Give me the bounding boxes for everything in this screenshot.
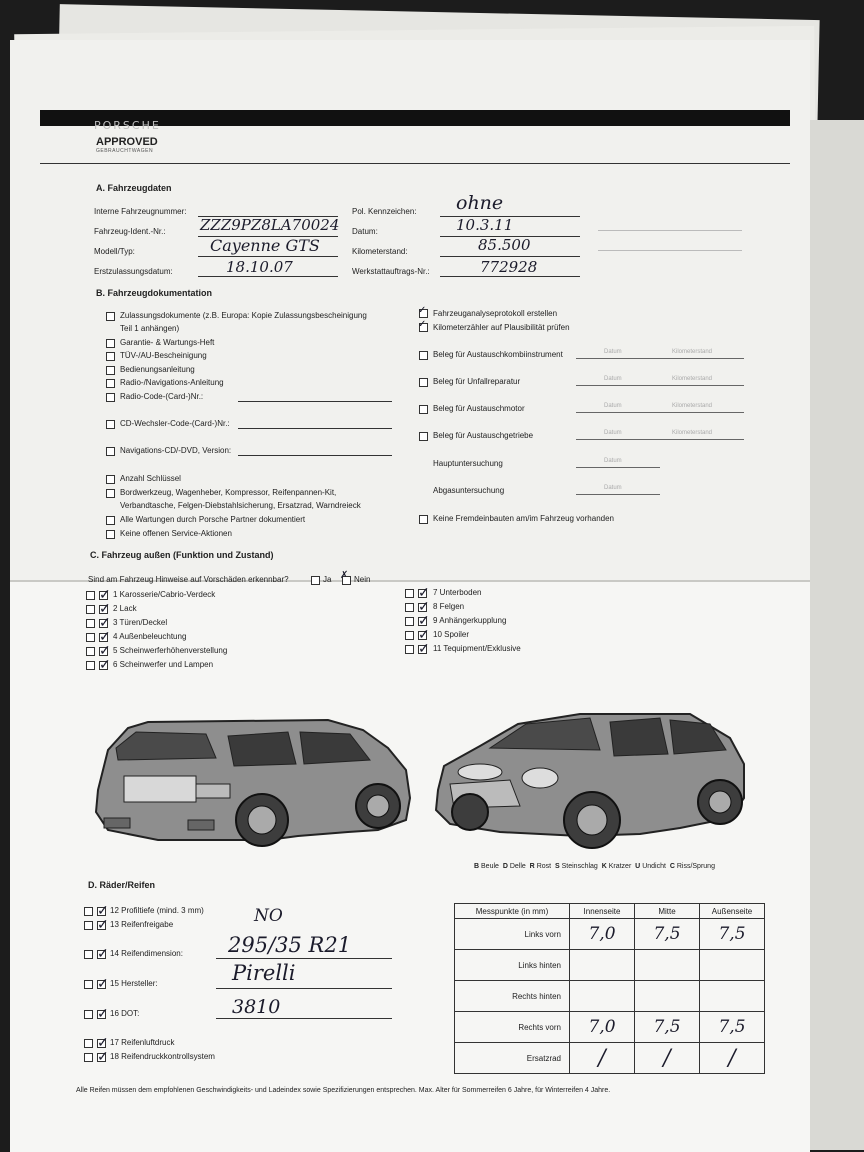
field-line: [440, 276, 580, 277]
table-header: Außenseite: [700, 904, 765, 919]
checkbox[interactable]: [106, 352, 115, 361]
faint-date: Datum: [604, 485, 622, 491]
checkbox[interactable]: [86, 633, 95, 642]
faint-km: Kilometerstand: [672, 403, 713, 409]
damage-question: Sind am Fahrzeug Hinweise auf Vorschäden erkennbar?: [88, 575, 289, 584]
faint-km: Kilometerstand: [672, 376, 713, 382]
check-mark-icon: ✓: [418, 626, 430, 642]
tread-value: [635, 981, 700, 1012]
tread-value: /: [570, 1043, 635, 1074]
checkbox[interactable]: [106, 379, 115, 388]
answer-nein: Nein: [354, 575, 371, 584]
check-mark-icon: ✓: [97, 1034, 109, 1050]
tread-value: 7,0: [570, 1012, 635, 1043]
tire-item: 13 Reifenfreigabe: [110, 920, 174, 929]
check-mark-icon: ✓: [418, 319, 427, 330]
doc-item: Hauptuntersuchung: [433, 459, 503, 468]
tire-item: 18 Reifendruckkontrollsystem: [110, 1052, 215, 1061]
legend-text: Riss/Sprung: [676, 863, 715, 870]
checkbox[interactable]: [405, 631, 414, 640]
legend-code: B: [474, 863, 480, 870]
tire-item: 17 Reifenluftdruck: [110, 1038, 175, 1047]
tread-value: 7,5: [635, 919, 700, 950]
field-line: [576, 439, 744, 440]
legend-text: Rost: [536, 863, 552, 870]
checkbox[interactable]: [106, 475, 115, 484]
tread-value: [570, 950, 635, 981]
tire-dimension-value: 295/35 R21: [228, 933, 352, 957]
tire-manufacturer-value: Pirelli: [232, 961, 296, 985]
car-rear-diagram: [88, 680, 418, 855]
field-line: [198, 276, 338, 277]
table-header: Messpunkte (in mm): [455, 904, 570, 919]
checkbox[interactable]: [84, 907, 93, 916]
check-mark-icon: ✓: [97, 1048, 109, 1064]
section-d-title: D. Räder/Reifen: [88, 880, 156, 890]
doc-item: Teil 1 anhängen): [120, 324, 180, 333]
checkbox[interactable]: [86, 619, 95, 628]
exterior-item: 8 Felgen: [433, 602, 465, 611]
checkbox[interactable]: [106, 339, 115, 348]
doc-item: Radio-Code-(Card-)Nr.:: [120, 392, 204, 401]
check-mark-icon: ✓: [97, 1005, 109, 1021]
row-label: Ersatzrad: [455, 1043, 570, 1074]
checkbox[interactable]: [106, 312, 115, 321]
doc-item: Fahrzeuganalyseprotokoll erstellen: [433, 309, 558, 318]
table-row: [455, 950, 765, 981]
tread-value: 7,5: [635, 1012, 700, 1043]
table-header: Mitte: [635, 904, 700, 919]
faint-km: Kilometerstand: [672, 349, 713, 355]
checkbox[interactable]: [84, 1053, 93, 1062]
check-mark-icon: ✓: [97, 975, 109, 991]
check-mark-icon: ✓: [418, 305, 427, 316]
doc-item: Beleg für Austauschmotor: [433, 404, 525, 413]
field-label: Pol. Kennzeichen:: [352, 207, 417, 216]
faint-line: [598, 230, 742, 231]
legend-text: Undicht: [642, 863, 666, 870]
checkbox[interactable]: [106, 530, 115, 539]
doc-item: Alle Wartungen durch Porsche Partner dokumentiert: [120, 515, 306, 524]
check-mark-icon: ✓: [418, 584, 430, 600]
checkbox[interactable]: [419, 351, 428, 360]
inspection-form-page: [10, 40, 810, 1152]
tire-item: 12 Profiltiefe (mind. 3 mm): [110, 906, 204, 915]
doc-item: Bedienungsanleitung: [120, 365, 195, 374]
field-line: [198, 256, 338, 257]
field-label: Interne Fahrzeugnummer:: [94, 207, 187, 216]
legend-text: Delle: [509, 863, 526, 870]
tread-depth-table: [454, 903, 765, 1074]
table-row: [455, 919, 765, 950]
checkbox[interactable]: [106, 420, 115, 429]
checkbox[interactable]: [86, 605, 95, 614]
vin-value: ZZZ9PZ8LA70024: [200, 216, 340, 234]
tire-item: 15 Hersteller:: [110, 979, 158, 988]
field-label: Fahrzeug-Ident.-Nr.:: [94, 227, 166, 236]
field-line: [576, 358, 744, 359]
legend-code: K: [601, 863, 607, 870]
field-line: [238, 455, 392, 456]
exterior-item: 10 Spoiler: [433, 630, 470, 639]
tread-value: /: [700, 1043, 765, 1074]
checkbox[interactable]: [405, 589, 414, 598]
checkbox[interactable]: [106, 489, 115, 498]
program-title: APPROVED: [96, 136, 158, 148]
checkbox[interactable]: [84, 921, 93, 930]
doc-item: TÜV-/AU-Bescheinigung: [120, 351, 207, 360]
check-mark-icon: ✗: [340, 570, 349, 581]
check-mark-icon: ✓: [99, 600, 111, 616]
field-line: [216, 1018, 392, 1019]
mileage-value: 85.500: [478, 236, 531, 254]
tire-item: 16 DOT:: [110, 1009, 140, 1018]
checkbox[interactable]: [405, 645, 414, 654]
field-line: [238, 428, 392, 429]
checkbox[interactable]: [84, 950, 93, 959]
checkbox[interactable]: [84, 980, 93, 989]
legend-text: Steinschlag: [561, 863, 598, 870]
tire-item: 14 Reifendimension:: [110, 949, 183, 958]
exterior-item: 4 Außenbeleuchtung: [113, 632, 187, 641]
check-mark-icon: ✓: [418, 598, 430, 614]
field-line: [576, 494, 660, 495]
field-line: [576, 412, 744, 413]
row-label: Links hinten: [455, 950, 570, 981]
brand-logo: PORSCHE: [94, 119, 161, 132]
row-label: Rechts vorn: [455, 1012, 570, 1043]
doc-item: Garantie- & Wartungs-Heft: [120, 338, 215, 347]
legend-code: U: [635, 863, 641, 870]
checkbox[interactable]: [106, 516, 115, 525]
header-divider: [40, 163, 790, 164]
check-mark-icon: ✓: [99, 586, 111, 602]
check-mark-icon: ✓: [97, 902, 109, 918]
date-value: 10.3.11: [456, 216, 514, 234]
legend-code: S: [554, 863, 560, 870]
workshop-order-value: 772928: [480, 258, 538, 276]
field-label: Erstzulassungsdatum:: [94, 267, 173, 276]
table-row: [455, 981, 765, 1012]
doc-item: Abgasuntersuchung: [433, 486, 505, 495]
faint-date: Datum: [604, 403, 622, 409]
legend-code: R: [529, 863, 535, 870]
tread-value: 7,5: [700, 919, 765, 950]
faint-date: Datum: [604, 376, 622, 382]
check-mark-icon: ✓: [97, 945, 109, 961]
tire-dot-value: 3810: [232, 996, 281, 1018]
tread-value: [700, 950, 765, 981]
doc-item: Keine Fremdeinbauten am/im Fahrzeug vorhanden: [433, 514, 614, 523]
doc-item: Anzahl Schlüssel: [120, 474, 181, 483]
tread-value: [570, 981, 635, 1012]
checkbox[interactable]: [106, 393, 115, 402]
field-line: [440, 256, 580, 257]
exterior-item: 7 Unterboden: [433, 588, 482, 597]
table-row: [455, 1012, 765, 1043]
checkbox[interactable]: [419, 378, 428, 387]
field-line: [238, 401, 392, 402]
check-mark-icon: ✓: [418, 640, 430, 656]
checkbox[interactable]: [84, 1039, 93, 1048]
field-label: Modell/Typ:: [94, 247, 135, 256]
exterior-item: 5 Scheinwerferhöhenverstellung: [113, 646, 228, 655]
doc-item: Beleg für Austauschgetriebe: [433, 431, 534, 440]
tread-value: 7,0: [570, 919, 635, 950]
checkbox[interactable]: [419, 515, 428, 524]
exterior-item: 2 Lack: [113, 604, 137, 613]
field-line: [576, 467, 660, 468]
legend-code: C: [669, 863, 675, 870]
field-line: [576, 385, 744, 386]
legend-text: Beule: [481, 863, 499, 870]
checkbox[interactable]: [86, 647, 95, 656]
checkbox[interactable]: [419, 405, 428, 414]
checkbox[interactable]: [405, 603, 414, 612]
row-label: Links vorn: [455, 919, 570, 950]
doc-item: Beleg für Austauschkombiinstrument: [433, 350, 563, 359]
checkbox[interactable]: [84, 1010, 93, 1019]
checkbox[interactable]: [86, 661, 95, 670]
tread-value: /: [635, 1043, 700, 1074]
check-mark-icon: ✓: [99, 628, 111, 644]
exterior-item: 1 Karosserie/Cabrio-Verdeck: [113, 590, 216, 599]
car-front-diagram: [430, 678, 750, 858]
field-label: Datum:: [352, 227, 378, 236]
section-c-title: C. Fahrzeug außen (Funktion und Zustand): [90, 550, 274, 560]
field-label: Werkstattauftrags-Nr.:: [352, 267, 430, 276]
first-registration-value: 18.10.07: [226, 258, 293, 276]
license-plate-value: ohne: [456, 192, 504, 214]
faint-date: Datum: [604, 430, 622, 436]
tread-value: [700, 981, 765, 1012]
checkbox[interactable]: [419, 432, 428, 441]
doc-item: Zulassungsdokumente (z.B. Europa: Kopie Zulassungsbescheinigung: [120, 311, 367, 320]
legend-code: D: [502, 863, 508, 870]
checkbox[interactable]: [86, 591, 95, 600]
section-b-title: B. Fahrzeugdokumentation: [96, 288, 213, 298]
doc-item: CD-Wechsler-Code-(Card-)Nr.:: [120, 419, 230, 428]
faint-date: Datum: [604, 349, 622, 355]
exterior-item: 9 Anhängerkupplung: [433, 616, 507, 625]
checkbox[interactable]: [405, 617, 414, 626]
check-mark-icon: ✓: [418, 612, 430, 628]
table-row: [455, 1043, 765, 1074]
field-line: [216, 988, 392, 989]
field-label: Kilometerstand:: [352, 247, 408, 256]
check-mark-icon: ✓: [99, 614, 111, 630]
doc-item: Bordwerkzeug, Wagenheber, Kompressor, Reifenpannen-Kit,: [120, 488, 337, 497]
row-label: Rechts hinten: [455, 981, 570, 1012]
footer-note: Alle Reifen müssen dem empfohlenen Geschwindigkeits- und Ladeindex sowie Spezifizierungen entsprechen. Max. Alter für Sommerreifen 6 Jahre, für Winterreifen 4 Jahre.: [76, 1087, 611, 1094]
section-a-title: A. Fahrzeugdaten: [96, 183, 172, 193]
doc-item: Verbandtasche, Felgen-Diebstahlsicherung, Ersatzrad, Warndreieck: [120, 501, 361, 510]
doc-item: Navigations-CD/-DVD, Version:: [120, 446, 232, 455]
tread-value: [635, 950, 700, 981]
exterior-item: 6 Scheinwerfer und Lampen: [113, 660, 214, 669]
checkbox[interactable]: [106, 366, 115, 375]
legend-text: Kratzer: [608, 863, 632, 870]
profile-note: NO: [254, 906, 283, 926]
doc-item: Kilometerzähler auf Plausibilität prüfen: [433, 323, 570, 332]
exterior-item: 11 Tequipment/Exklusive: [433, 644, 521, 653]
faint-km: Kilometerstand: [672, 430, 713, 436]
tread-value: 7,5: [700, 1012, 765, 1043]
doc-item: Radio-/Navigations-Anleitung: [120, 378, 224, 387]
checkbox-ja[interactable]: [311, 576, 320, 585]
answer-ja: Ja: [323, 575, 332, 584]
table-header: Innenseite: [570, 904, 635, 919]
program-subtitle: GEBRAUCHTWAGEN: [96, 148, 154, 154]
checkbox[interactable]: [106, 447, 115, 456]
doc-item: Keine offenen Service-Aktionen: [120, 529, 232, 538]
field-line: [216, 958, 392, 959]
faint-line: [598, 250, 742, 251]
faint-date: Datum: [604, 458, 622, 464]
damage-legend: [474, 863, 715, 870]
doc-item: Beleg für Unfallreparatur: [433, 377, 521, 386]
check-mark-icon: ✓: [99, 642, 111, 658]
model-value: Cayenne GTS: [210, 236, 320, 255]
check-mark-icon: ✓: [99, 656, 111, 672]
check-mark-icon: ✓: [97, 916, 109, 932]
exterior-item: 3 Türen/Deckel: [113, 618, 168, 627]
